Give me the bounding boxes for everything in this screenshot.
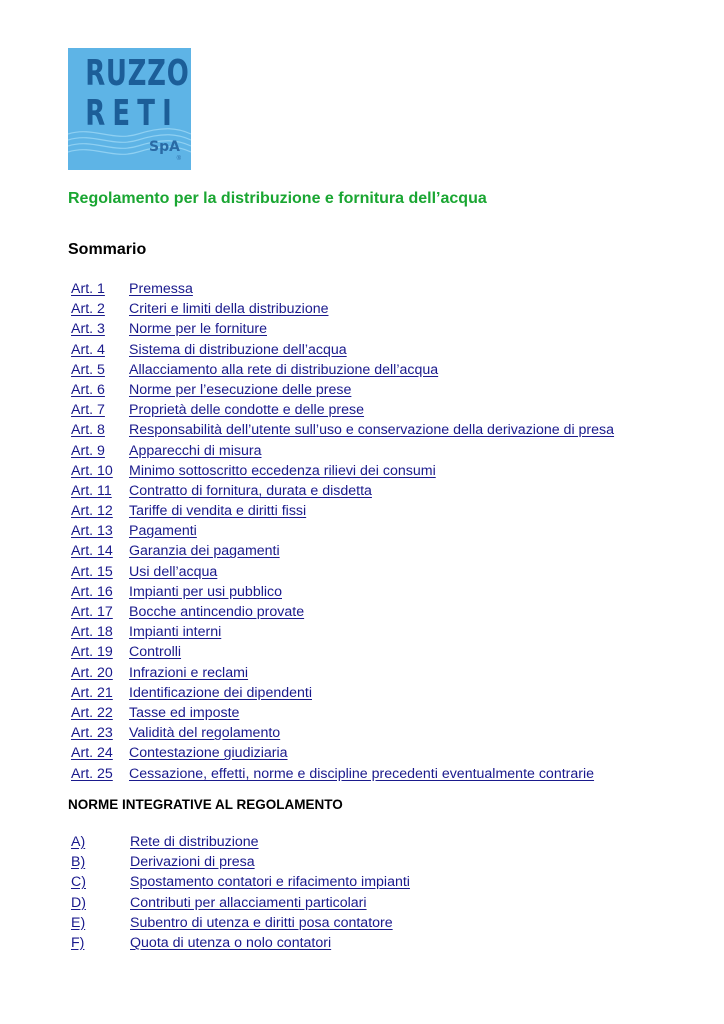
- toc-item-title-link[interactable]: Minimo sottoscritto eccedenza rilievi dei consumi: [129, 462, 436, 479]
- toc-item-number-link[interactable]: Art. 22: [71, 704, 113, 721]
- supplement-item-title-link[interactable]: Spostamento contatori e rifacimento impianti: [130, 874, 410, 891]
- toc-item-title-link[interactable]: Premessa: [129, 281, 193, 297]
- toc-item-number-link[interactable]: Art. 9: [71, 442, 105, 459]
- toc-item-number-cell: [71, 602, 129, 622]
- toc-item: [71, 299, 614, 319]
- toc-item-number-link[interactable]: Art. 17: [71, 604, 113, 620]
- toc-item-title-link[interactable]: Bocche antincendio provate: [129, 604, 305, 620]
- supplement-item-title-link[interactable]: Contributi per allacciamenti particolari: [130, 894, 367, 911]
- toc-item: [71, 703, 614, 723]
- toc-item-number-link[interactable]: Art. 19: [71, 644, 113, 661]
- toc-item-number-link[interactable]: Art. 15: [71, 563, 113, 580]
- toc-item-number-link[interactable]: Art. 18: [71, 624, 113, 641]
- toc-item-title-link[interactable]: Identificazione dei dipendenti: [129, 684, 312, 701]
- table-of-contents: [71, 279, 614, 784]
- toc-item-number-link[interactable]: Art. 1: [71, 281, 105, 297]
- toc-item-number-link[interactable]: Art. 23: [71, 725, 113, 742]
- toc-item-title-link[interactable]: Infrazioni e reclami: [129, 664, 249, 681]
- toc-item-title-link[interactable]: Usi dell’acqua: [129, 563, 218, 580]
- toc-item-number-cell: [71, 279, 129, 299]
- toc-item: [71, 441, 614, 461]
- toc-item-number-cell: [71, 723, 129, 743]
- toc-item-number-cell: [71, 299, 129, 319]
- toc-item: [71, 279, 614, 299]
- toc-item-number-link[interactable]: Art. 21: [71, 684, 113, 701]
- supplement-item-number-link[interactable]: A): [71, 834, 86, 850]
- toc-item: [71, 319, 614, 339]
- toc-item: [71, 380, 614, 400]
- supplement-heading: NORME INTEGRATIVE AL REGOLAMENTO: [68, 797, 343, 812]
- toc-item: [71, 420, 614, 440]
- toc-item: [71, 461, 614, 481]
- toc-item-number-cell: [71, 582, 129, 602]
- toc-item-title-link[interactable]: Sistema di distribuzione dell’acqua: [129, 341, 347, 358]
- toc-item: [71, 622, 614, 642]
- toc-item: [71, 642, 614, 662]
- toc-item-number-cell: [71, 743, 129, 763]
- toc-item-title-link[interactable]: Norme per le forniture: [129, 321, 267, 338]
- toc-item-title-link[interactable]: Contratto di fornitura, durata e disdetta: [129, 482, 372, 499]
- toc-item-number-cell: [71, 319, 129, 339]
- toc-item-title-link[interactable]: Garanzia dei pagamenti: [129, 543, 280, 560]
- toc-item: [71, 521, 614, 541]
- toc-item-number-link[interactable]: Art. 16: [71, 583, 113, 600]
- toc-item-number-link[interactable]: Art. 4: [71, 341, 105, 358]
- toc-item-title-link[interactable]: Impianti per usi pubblico: [129, 583, 282, 600]
- toc-item: [71, 683, 614, 703]
- toc-item: [71, 764, 614, 784]
- toc-item-number-cell: [71, 461, 129, 481]
- supplement-item: [71, 913, 410, 933]
- toc-item-number-cell: [71, 562, 129, 582]
- toc-item-number-cell: [71, 622, 129, 642]
- toc-item-title-link[interactable]: Contestazione giudiziaria: [129, 745, 288, 762]
- supplement-item-number-cell: [71, 913, 130, 933]
- toc-item-number-cell: [71, 481, 129, 501]
- toc-item: [71, 663, 614, 683]
- toc-item-number-link[interactable]: Art. 6: [71, 381, 105, 398]
- company-logo: [68, 48, 191, 170]
- toc-item-number-cell: [71, 521, 129, 541]
- toc-item-number-cell: [71, 703, 129, 723]
- supplement-item: [71, 933, 410, 953]
- supplement-item-number-cell: [71, 852, 130, 872]
- supplement-item-number-cell: [71, 872, 130, 892]
- toc-item-title-link[interactable]: Controlli: [129, 644, 182, 661]
- toc-item: [71, 602, 614, 622]
- supplement-item-number-link[interactable]: B): [71, 854, 86, 871]
- toc-item: [71, 400, 614, 420]
- toc-item: [71, 501, 614, 521]
- supplement-item-number-link[interactable]: C): [71, 874, 86, 891]
- supplement-item-title-link[interactable]: Quota di utenza o nolo contatori: [130, 934, 332, 951]
- logo-text-reti: RETI: [85, 93, 180, 134]
- toc-item-number-link[interactable]: Art. 24: [71, 745, 113, 762]
- toc-item-title-link[interactable]: Norme per l’esecuzione delle prese: [129, 381, 352, 398]
- supplement-item-number-cell: [71, 933, 130, 953]
- toc-item-number-link[interactable]: Art. 2: [71, 301, 105, 318]
- logo-text-spa: SpA: [149, 139, 180, 155]
- supplement-item: [71, 872, 410, 892]
- toc-item-title-link[interactable]: Responsabilità dell’utente sull’uso e conservazione della derivazione di presa: [129, 422, 615, 439]
- supplement-item-number-link[interactable]: D): [71, 894, 86, 911]
- toc-item-title-link[interactable]: Pagamenti: [129, 523, 197, 540]
- toc-item: [71, 360, 614, 380]
- supplement-item-title-link[interactable]: Rete di distribuzione: [130, 834, 259, 850]
- supplement-item: [71, 893, 410, 913]
- toc-item-number-cell: [71, 441, 129, 461]
- toc-item-title-link[interactable]: Allacciamento alla rete di distribuzione dell’acqua: [129, 361, 439, 378]
- toc-item-title-link[interactable]: Tasse ed imposte: [129, 704, 240, 721]
- supplement-item-title-link[interactable]: Subentro di utenza e diritti posa contatore: [130, 914, 393, 931]
- toc-item-number-link[interactable]: Art. 25: [71, 765, 113, 782]
- toc-item-number-cell: [71, 380, 129, 400]
- supplement-item-number-link[interactable]: E): [71, 914, 86, 931]
- toc-item: [71, 541, 614, 561]
- supplement-item-number-cell: [71, 893, 130, 913]
- toc-item-number-link[interactable]: Art. 12: [71, 503, 113, 520]
- supplement-item: [71, 832, 410, 852]
- toc-item: [71, 562, 614, 582]
- toc-item-number-link[interactable]: Art. 11: [71, 482, 112, 499]
- toc-item-title-link[interactable]: Cessazione, effetti, norme e discipline precedenti eventualmente contrarie: [129, 765, 595, 782]
- toc-item-title-link[interactable]: Validità del regolamento: [129, 725, 281, 742]
- toc-item-title-link[interactable]: Tariffe di vendita e diritti fissi: [129, 503, 307, 520]
- toc-item-number-cell: [71, 541, 129, 561]
- toc-item-number-link[interactable]: Art. 14: [71, 543, 113, 560]
- toc-item-number-cell: [71, 420, 129, 440]
- supplement-item-title-link[interactable]: Derivazioni di presa: [130, 854, 255, 871]
- toc-item: [71, 723, 614, 743]
- toc-heading: Sommario: [68, 241, 147, 258]
- toc-item-number-link[interactable]: Art. 20: [71, 664, 113, 681]
- toc-item: [71, 340, 614, 360]
- toc-item-number-cell: [71, 642, 129, 662]
- logo-text-ruzzo: RUZZO: [85, 53, 190, 94]
- toc-item-number-cell: [71, 663, 129, 683]
- toc-item-number-link[interactable]: Art. 10: [71, 462, 113, 479]
- toc-item: [71, 743, 614, 763]
- supplement-item-number-link[interactable]: F): [71, 934, 85, 951]
- toc-item-number-link[interactable]: Art. 5: [71, 361, 105, 378]
- toc-item-number-cell: [71, 501, 129, 521]
- supplement-item: [71, 852, 410, 872]
- registered-mark: ®: [176, 156, 181, 162]
- toc-item-title-link[interactable]: Criteri e limiti della distribuzione: [129, 301, 329, 318]
- toc-item-title-link[interactable]: Apparecchi di misura: [129, 442, 262, 459]
- toc-item: [71, 582, 614, 602]
- toc-item-title-link[interactable]: Impianti interni: [129, 624, 222, 641]
- toc-item-number-link[interactable]: Art. 7: [71, 402, 105, 419]
- document-title: Regolamento per la distribuzione e fornitura dell’acqua: [68, 190, 487, 207]
- toc-item-title-link[interactable]: Proprietà delle condotte e delle prese: [129, 402, 365, 419]
- supplement-list: [71, 832, 410, 953]
- toc-item-number-cell: [71, 340, 129, 360]
- toc-item-number-cell: [71, 683, 129, 703]
- toc-item: [71, 481, 614, 501]
- toc-item-number-cell: [71, 764, 129, 784]
- toc-item-number-cell: [71, 360, 129, 380]
- toc-item-number-link[interactable]: Art. 13: [71, 523, 113, 540]
- toc-item-number-cell: [71, 400, 129, 420]
- toc-item-number-link[interactable]: Art. 8: [71, 422, 105, 439]
- supplement-item-number-cell: [71, 832, 130, 852]
- toc-item-number-link[interactable]: Art. 3: [71, 321, 105, 338]
